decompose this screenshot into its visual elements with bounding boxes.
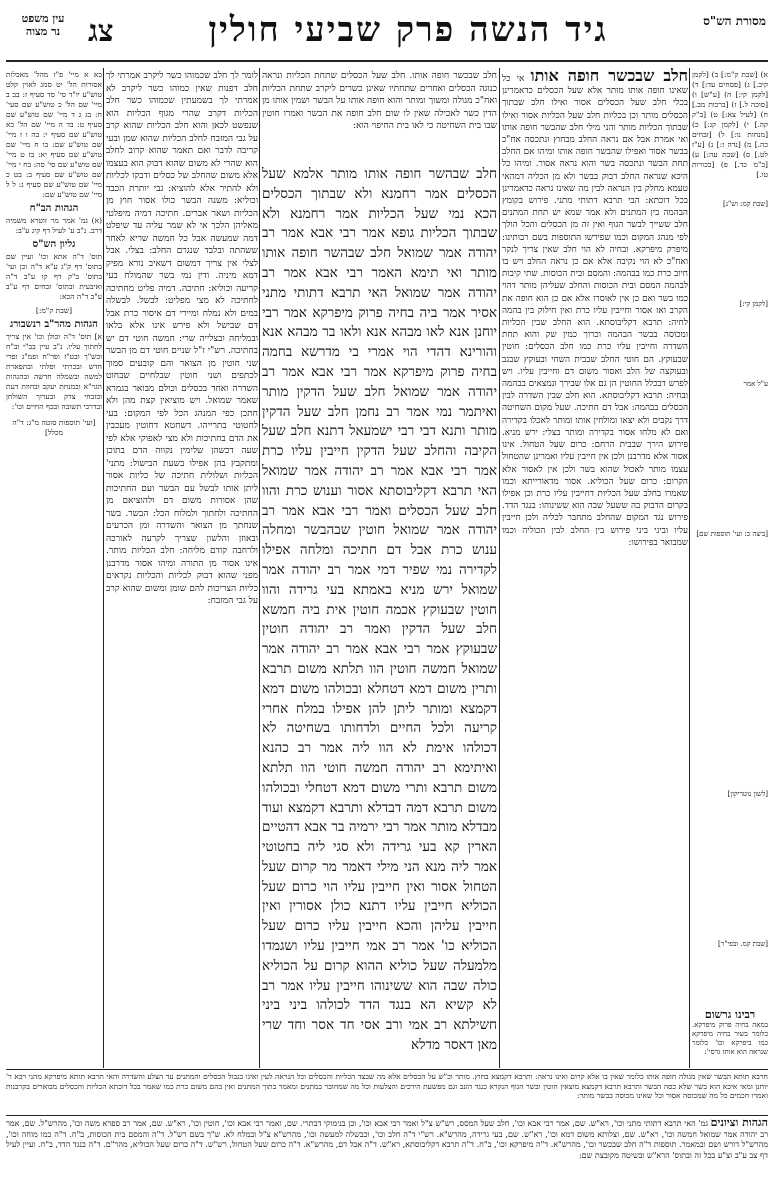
bottom-rule-1	[6, 1069, 768, 1070]
page-title: גיד הנשה פרק שביעי חולין	[208, 10, 608, 50]
ein-mishpat-label: עין משפט נר מצוה	[21, 12, 65, 38]
divider-gemara-rashi	[259, 68, 260, 1068]
notes-text: גמ' האי תרבא דתותי מתני וכו', רא"ש. שם, אמר רבי אבא וכו', חלב שעל המסס, רש"ש צ"ל ואמר רבי אבא וכו', וכן בנימוקי דבתרי. שם, ואמר רבי אבא וכו', חוטין וכו', רא"ש. שם, אמר רב ספרא משה וכו', מהרש"ל. שם, אמר רב יהודה אמר שמואל חמשה וכו', רא"ש. שם, וצלותא משום דמא וכו', רא"ש. שם, בעי גרידה, מהרש"א. רש"י ד"ה חלב וכו', וכבשלה למעשה וכו', מהרש"א צ"ל ובמלח לא. ש"ך בשם רש"ל. ד"ה והמסם בית הכוסות, ב"ח. ד"ה כמו מוחה וכו', מהרש"ל דורש ושם ובמאמר. תוספות ד"ה חלב שבכשר וכו', מהרש"א. ד"ה מיפרקא וכו', ב"ח. ד"ה תרבא דקליבוסתא, רא"ש. ד"ה אבל דם, מהרש"א. ד"ה כרום שעל הטחול, רש"ש. ד"ה כרום שעל הכוליא, מהר"ם. ד"ה בנגד הדד, ב"ח. ועיין לעיל דף צב ע"ב וצ"ע בכל זה ובתוס' הרא"ש ובשיטה מקובצת שם:	[6, 1119, 769, 1160]
hagahot-maharab-heading: הגהות מהר"ב רנשבורג	[10, 319, 98, 330]
side-label-6: [שבת קמ. ובפי"ר]	[718, 940, 768, 948]
ein-mishpat-text: בא א מיי' פ"ז מהל' מאכלות אסורות הל' יט סמג לאוין קלט טוש"ע יו"ד סי' סד סעיף ז: בב ב מיי' שם הל' כ טוש"ע שם סעי' ח: בג ג ד מיי' שם טוש"ע שם סעיף ט: בד ה מיי' שם הל' כא טוש"ע שם סעיף י: בה ו ז מיי' שם טוש"ע שם: בו ח מיי' שם טוש"ע שם סעיף יא: בז ט מיי' שם טוש"ע שם סי' סה: בח י מיי' שם טוש"ע שם סעיף ב: בט כ מיי' שם טוש"ע שם סעיף ג: ל ל מיי' שם טוש"ע שם:	[6, 70, 102, 199]
side-label-2: [לקמן קי:]	[739, 300, 768, 308]
header-rule	[6, 60, 768, 62]
divider-right-margin	[689, 68, 690, 1068]
hagahot-maharab-text: א] תוס' ד"ה וכולן וכו' אין צריך לחתוך עליו. נ"ב עיין בב"י וב"ח ובש"ך ובט"ז ופר"ח ופמ"ג ופרי חדש ובכרתי ופלתי ובתפארת למשה ובשמלה חדשה ובהגהות הגר"א ובמנחת יעקב ובחוות דעת ובזבחי צדק ובערוך השולחן ובדרכי תשובה ובכף החיים וכו':	[6, 332, 102, 411]
rabbeinu-gershom-box	[692, 1010, 768, 1070]
gemara-top-commentary: חלב שבכשר חופה אותו. חלב שעל הכסלים שתחת הכליות ונראה כנוגה הכסלים ואחרים שתחתיו שאינן כשרים ליקרב שתחת הכליות ואח"כ מגולה ומשוך ומותר והוא חופה אותו על הבשר ושמין אותו מן הדין כשר לאכילה שאין לו שום חלב חופה את הבשר ואמרו חוטין שבו בית השחיטה כי לאו בית החיפוי הוא:	[262, 71, 497, 131]
right-margin-column	[692, 70, 768, 1070]
hagahot-habach-text: (א) גמ' אמר מר זוטרא משמיה דרב. נ"ב ע' לעיל דף קיג ע"ב:	[6, 216, 102, 235]
divider-tosafot-gemara	[499, 68, 500, 1068]
bottom-rule-2	[6, 1115, 768, 1116]
masoret-hashas-label: מסורת הש"ס	[703, 14, 766, 28]
gemara-main-text: חלב שבהשר חופה אותו מותר אלמא שעל הכסלים אמר רחמנא ולא שבתוך הכסלים הכא נמי שעל הכליות אמר רחמנא ולא שבתוך הכליות גופא אמר רבי אבא אמר רב יהודה אמר שמואל חלב שבהשר חופה אותו מותר ואי תימא האמר רבי אבא אמר רב יהודה אמר שמואל האי תרבא דתותי מתני אסיר אמר ביה בחיה פרוק מיפרקא אמר רבי יוחנן אנא לאו מבהא אנא ולאו בר מבהא אנא והורינא דהדי הוי אמרי בי מדרשא בחמה בחיה פרוק מיפרקא אמר רבי אבא אמר רב יהודה אמר שמואל חלב שעל הדקין מותר ואיתמר נמי אמר רב נחמן חלב שעל הדקין מותר ותנא דבי רבי ישמעאל דתנא חלב שעל הקיבה והחלב שעל הדקין חייבין עליו כרת אמר רבי אבא אמר רב יהודה אמר שמואל האי תרבא דקליבוסתא אסור וענוש כרת והוו חלב שעל הכסלים ואמר רבי אבא אמר רב יהודה אמר שמואל חוטין שבהבשר ומחלה ענוש כרת אבל דם חתיכה ומלחה אפילו לקדירה נמי שפיר דמי אמר רב יהודה אמר שמואל ירש מניא באמתא בעי גרידה והוו חוטין שבעוקץ אכמה חוטין אית ביה חמשא חלב שעל הדקין ואמר רב יהודה חוטין שבעוקץ אמר רבי אבא אמר רב יהודה אמר שמואל חמשה חוטין הוו תלתא משום תרבא ותרין משום דמא דטחלא ובכולהו משום דמא דקמצא ומותר ליתן להן אפילו במלח אחרי קריעה ולכל החיים ולדחותו בשחיטה לא דכולהו אימת לא הוו ליה אמר רב כהנא ואיתימא רב יהודה חמשה חוטי הוו תלתא משום תרבא ותרי משום דמא דטחלי ובכולהו משום תרבא דמה דבדלא ותרבא דקמצא ועוד מבדלא מותר אמר רבי ירמיה בר אבא דהטיים הארין קא בעי גרידה ולא סגי ליה בחטוטי אמר ליה מנא הני מילי דאמר מר קרום שעל הטחול אסור ואין חייבין עליו הוי כרום שעל הכוליא חייבין עליו דתנא כולן אסורין ואין חייבין עליהן והכא חייבין עליו כרום שעל הכוליא כו' אמר רב אמי חייבין עליו ושגמדו מלמעלה שעל כוליא ההוא קרום על הכוליא כולה שבה הוא ששינוהו חייבין עליו אמר רב לא קשיא הא בנגד הדד לכולהו ביני ביני חשילתא רב אמי ורב אסי חד אסר וחד שרי מאן דאסר מדלא	[262, 166, 497, 1054]
rashi-text: לומר לך חלב שכמוהו כשר ליקרב אמרתי לך חלב דפנות שאין כמוהו כשר ליקרב לא אמרתי לך בשמעתין שכמוהו כשר חלב הכליות דקרב שהרי מגוף הכליות הוא שנפשט לכאן והוא חלב הכליות שהוא קרב על גבי המזבח לחלב הכליות שהוא שמן ובעי קריבה לדבר ואם תאמר שהוא קרוב לחלב הוא שהרי לא משום שהוא דבוק הוא בעצמו אלא משום שהחלב של כסלים ודבקו לכליות ולא להתיר אלא להוציא: גבי יותרת הכבד וכוליא: משנה הבשר כולו אסור חוץ מן הכליות ושאר אברים. חתיכה דמיה מיפלטי מאליהן הלכך אי לא שמר עליה עד שיפלט דמה שמעשה אבל כל חמשה שריא לאחר ששהתה ובלבד שנגרם החלב: בצלי. אבל לצלי אין צריך דמשום דשאיב נורא מפיק דמא מיניה. ודין נמי בשר שהמולח בעי קריעה וכוליא: חתיכה. דמיה פליט מחתיכה לחתיכה לא מצי מפליט: לבשל. לבשלה במים ולא נמלח ומיירי דם איסור כרת אבל דם שבישל ולא פירש אינו אלא בלאו ובמליחה ובצלייה שרי: חמשה חוטי דם יש בחתיכה. רש"י ז"ל שניים חוטי דם מן הבשר שני חוטין מן הצואר והם קובעים סמוך לכתפים ושני חוטין שבלחיים שבחוט השדרה ואחד בכסלים וכולם מבואר בגמרא שאמר שמואל. ויש מוציאין קצת מהן ולא חתכן כפי המנהג הכל לפי המקום: בעי לחטוטי בתרייהו. דשחטא דחוטין מעכבין את הדם בחתיכות ולא מצי לאפוקי אלא לפי שעה דכשהן שלימין נקווה הדם בתוכן ומתקבץ בהן אפילו בשעת הבישול: מתני' הכליות ושלולית חתיכה של כליות אסור ליתן אותו לבשל עם הבשר ועם החתיכות שהן אסורות משום דם ולהוציאם מן החתיכה ולחתוך ולמלוח הכל: הבשר. בשר שנחתך מן הצואר והשדרה ומן הכרעים ובאוזן והלשון שצריך לקרעה לאורכה ולרחבה קודם מליחה: חלב הכליות מותר. אינו אסור מן התורה ומיהו אסור מדרבנן מפני שהוא דבוק לכליות והכליות נקראים כליות הצריכות להם שומן ומשום שהוא קרב על גבי המזבח:	[106, 71, 258, 606]
side-label-5: [לשון נוטריקון]	[727, 790, 768, 798]
page-number: צג	[88, 14, 114, 49]
rashi-column	[106, 70, 258, 1005]
gilyon-hashas-heading: גליון הש"ס	[32, 239, 76, 250]
notes-title: הגהות וציונים	[710, 1116, 768, 1129]
rabbeinu-gershom-text: במאה בחיה פרוק מיפרקא. כלומר בשור בחיה מיפרקא כמו ביפרקא וכו' כלומר שנראה הוא אותו גרסי':	[692, 1021, 768, 1056]
hagahot-habach-heading: הגהות הב"ח	[29, 203, 79, 214]
tosafot-heading: חלב שבכשר חופה אותו	[530, 66, 689, 85]
left-side-label: [שבת ק"מ:]	[35, 306, 73, 315]
left-margin-column	[6, 70, 102, 1070]
bottom-commentary-strip: חרבא תותא הבשר שאין מגולה חופה אותו כלומר שאין בו אלא קרום ואינו נראה: ותרבא דקמצא בחוץ. מותר וכ"ש על הכסלים אלא מה שבצד הכליות והכסלים וכל הנראה לעין ואינו בגבול הכסלים והמתנים עד הצלע והשדרה והאי תרבא תותא מיפרקא מהני רבא ר' יוחנן ומאי איכא הוא בשר שלא כסה הבשר ותרבא תרבא דקמצא מוצאין חוטין ובשר הגוף הנקרא כנגד הזנב וגם מפשעת הירכים והצלעות וכל מה שמחובר במתנים ומאמר בתוך המתנים ואין בהם משום כרת כמו שאמר בכל דוכתא הכליות והכסלים מבוארים בקרבנות ואמרו חכמים כל מה שמכוסה אסור וכל שאינו מכוסה בבשר מותר:	[6, 1072, 768, 1100]
tosafot-column	[502, 66, 689, 1070]
page-header	[8, 10, 766, 58]
masoret-hashas-text: א) [שבת ק"מ:] ב) [לקמן קיב.] ג) [פסחים עד:] ד) [לקמן קי:] ה) [ע"ש] ו) [סוכה ל.] ז) [ברכות מב.] ח) [לעיל צא:] ט) [ב"ק קה.] י) [לקמן קג:] כ) [מנחות נו:] ל) [זבחים כה.] מ) [נדה ז:] נ) [ע"ז לט.] ס) [שבת עה:] ע) [ב"מ כד.] פ) [בכורות טו.]	[692, 70, 768, 179]
divider-left-margin	[103, 68, 104, 1068]
side-label-4: [ביצה כ: ועי' תוספות שם]	[696, 530, 768, 538]
hagahot-vetziyunim	[6, 1118, 768, 1184]
rabbeinu-gershom-title: רבינו גרשום	[704, 1008, 756, 1021]
gilyon-hashas-text: תוס' ד"ה אתא וכו' ועיין שם בתוס' דף ק"ג ע"א ד"ה וכן ועי' בתוס' ב"ק דף קו ע"ב ד"ה ואיבעית ובתוס' זבחים דף ע"ב ע"ב ד"ה הכא:	[6, 252, 102, 301]
left-bottom-label: [ועי' תוספות סוטה מ"ג: ד"ה מכלל]	[12, 418, 96, 437]
side-label-3: ע"ל אמר	[743, 380, 768, 388]
side-label-1: [שבת קמ: וש"נ]	[722, 200, 768, 208]
tosafot-text: אי כל שאינו חופה אותו מותר אלא שעל הכסלים כדאמרינן בכלי חלב שעל הכסלים אסור ואילו חלב שבתוך הכסלים מותר וכן בכליות חלב שעל הכליות אסור ואילו שבתוך הכליות מותר והני מילי חלב שהבשר חופה אותו ואי אמרת אבל אם נראה החלב מבחוץ ונתכסה אח"כ בבשר אסור ואפילו שהבשר חופה אותו ומיהו אם החלב תחת הבשר ונתכסה בשר והוא נראה אסור. ומיהו כל היכא שנראה החלב דבוק בבשר ולא מן הכליה דמהאי טעמא מחלק בין הנראה לבין מה שאינו נראה כדאמרינן בכל דוכתא: הבי תרבא דתותי מתני. פירוש בקומץ הבהמה בין המתנים ולא אמר שמא יש תחת המתנים חלב ששייך לבשר הגוף ואין זה מן הכסלים והכל הולך לפי מנהג המקום וכמו שפירשו התוספות בשם רבותינו: מיפרק מיפרקא. ובחיה לא הוי חלב שאין צריך לנקר ואח"כ לא הוי נקיבה אלא אם כן נראה החלב ויש בו חיוב כרת כמו בבהמה: והמסם ובית הכוסות. שתי קיבות לבהמה המסם ובית הכוסות והחלב שעליהן מותר דהוי כמו בשר ואם כן אין לאוסרו אלא אם כן הוא חופה את הקרב ואז אסור וחייבין עליו כרת ואין חילוק בין בהמה לחיה: תרבא דקליבוסתא. הוא החלב שבין הכליות ומכוסה בבשר הבהמה וכרוך כמין שק והוא תחת השדרה וחייבין עליו כרת כמו חלב הכסלים: חוטין שבעוקץ. הם חוטי החלב שבבית השחי ובעוקץ שבגב ובעוקצה של הלב ואסור משום דם וחייבין עליו. ויש לפרש דבכלל החוטין הן גם אלו שבירך ונמצאים בבהמה ובחיה: תרבא דקליבוסתא. הוא חלב שבין השדרה לבין הכסלים בבהמה: אבל דם חתיכה. שעל מקום השחיטה דרך נקבים ולא יצאו ומולחין אותו ומותר לאכלו בקדירה ואם לא מלחו אסור בקדירה ומותר בצלי: ירש מניא. פירוש הירך שבבית הרחם: כרום שעל הטחול. אינו אסור אלא מדרבנן ולכן אין חייבין עליו ואמרינן שהטחול עצמו מותר לאכול שהוא בשר ולכן אין לאסור אלא הקרום: כרום שעל הכוליא. אסור מדאורייתא וכמו שאמרו בחלב שעל הכליות דחייבין עליו כרת וכן אפילו בקרום הדבוק בה ששעל שבה הוא ששינוהו: בנגד הדד. פירוש נגד המקום שהחלב מתחבר לכליה ולכן חייבין עליו וביני ביני פירוש בין החלב לבין הכוליה וכמו שמבואר בפירושו:	[502, 74, 688, 548]
